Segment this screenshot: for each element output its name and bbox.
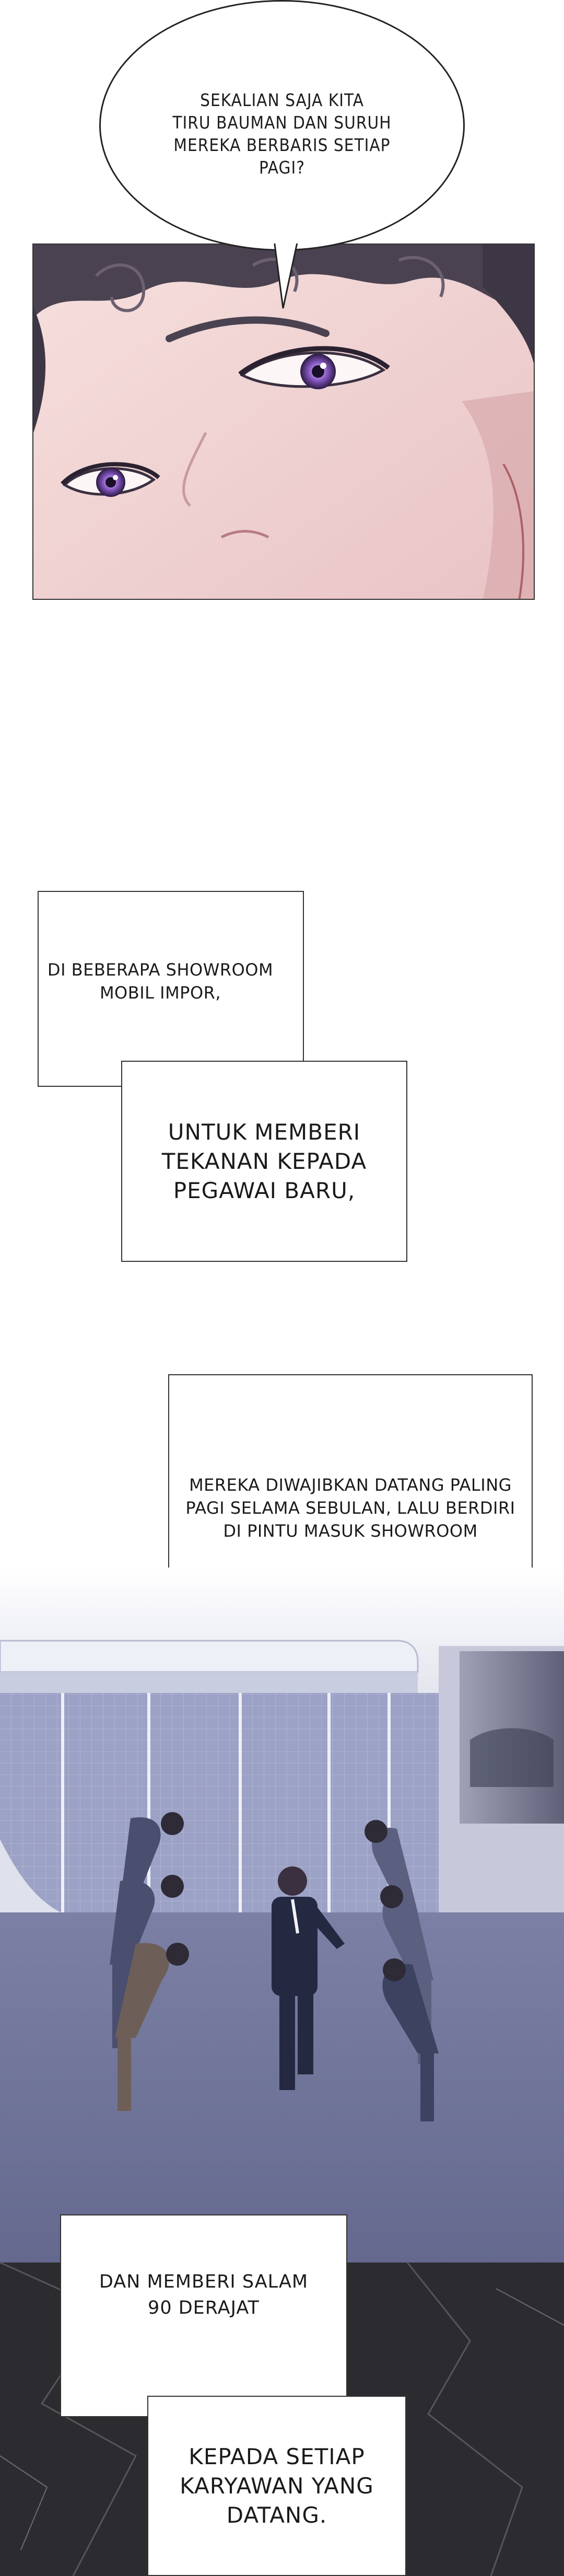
caption-box-1	[38, 891, 304, 1087]
caption-line: DI PINTU MASUK SHOWROOM	[223, 1521, 478, 1541]
caption-line: TEKANAN KEPADA	[161, 1148, 367, 1174]
bubble-line: MEREKA BERBARIS SETIAP	[173, 135, 391, 155]
caption-line: DI BEBERAPA SHOWROOM	[47, 959, 274, 980]
caption-line: PAGI SELAMA SEBULAN, LALU BERDIRI	[185, 1498, 515, 1518]
bubble-line: TIRU BAUMAN DAN SURUH	[172, 112, 392, 133]
caption-line: DAN MEMBERI SALAM	[99, 2271, 309, 2292]
caption-line: PEGAWAI BARU,	[173, 1177, 356, 1203]
bubble-line: SEKALIAN SAJA KITA	[200, 90, 364, 110]
speech-bubble-tail	[272, 240, 303, 314]
caption-box-4	[60, 2214, 347, 2417]
caption-line: 90 DERAJAT	[148, 2297, 260, 2318]
caption-line: DATANG.	[226, 2502, 327, 2528]
caption-line: KEPADA SETIAP	[189, 2443, 365, 2469]
caption-line: MOBIL IMPOR,	[99, 982, 221, 1003]
caption-line: MEREKA DIWAJIBKAN DATANG PALING	[189, 1475, 512, 1495]
caption-box-5	[147, 2396, 406, 2576]
bubble-line: PAGI?	[258, 157, 306, 178]
caption-box-2	[121, 1061, 407, 1262]
speech-bubble-text	[125, 89, 439, 179]
caption-line: UNTUK MEMBERI	[168, 1119, 361, 1145]
caption-line: KARYAWAN YANG	[180, 2473, 374, 2499]
